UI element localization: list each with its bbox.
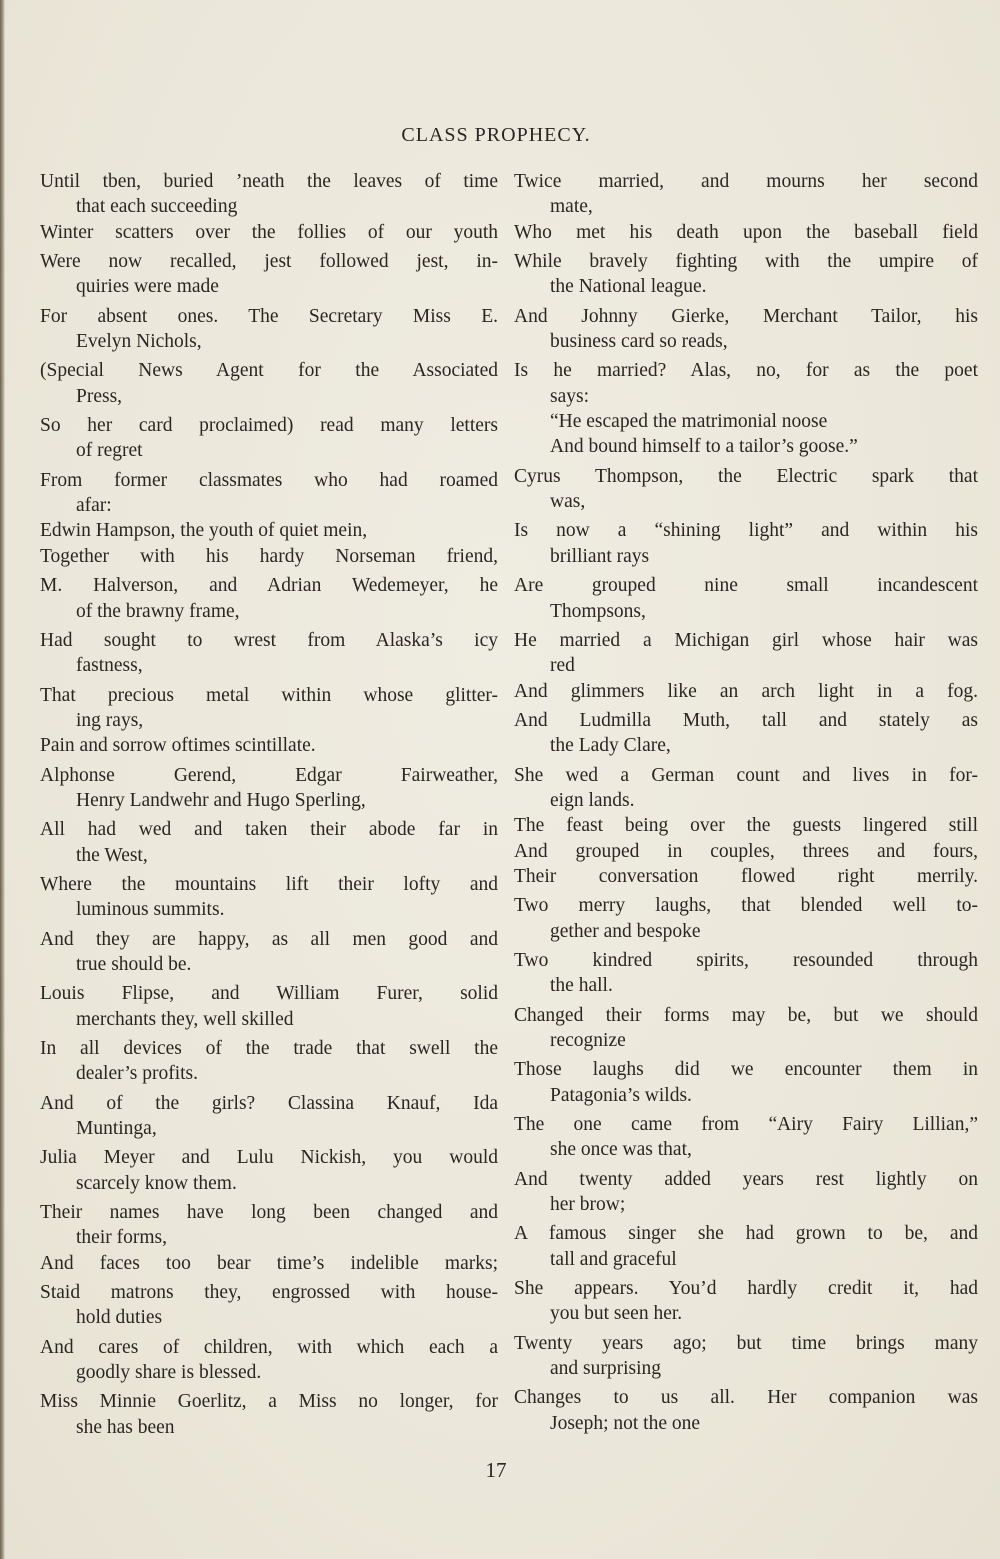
verse-line: Had sought to wrest from Alaska’s icy <box>40 629 498 651</box>
verse-line-continuation: she has been <box>76 1416 175 1438</box>
verse-line-continuation: gether and bespoke <box>550 920 701 942</box>
verse-line: Alphonse Gerend, Edgar Fairweather, <box>40 764 498 786</box>
verse-line: That precious metal within whose glitter- <box>40 684 498 706</box>
verse-line-continuation: the Lady Clare, <box>550 735 671 757</box>
right-text-column <box>514 165 978 1436</box>
verse-stanza <box>40 249 498 300</box>
verse-line: From former classmates who had roamed <box>40 469 498 491</box>
verse-stanza <box>40 169 498 220</box>
verse-line: Two kindred spirits, resounded through <box>514 949 978 971</box>
verse-stanza <box>40 573 498 624</box>
verse-stanza <box>40 927 498 978</box>
verse-line: Are grouped nine small incandescent <box>514 575 978 597</box>
verse-line: Edwin Hampson, the youth of quiet mein, <box>40 520 368 542</box>
verse-stanza <box>40 220 498 245</box>
verse-line: Staid matrons they, engrossed with house- <box>40 1282 498 1304</box>
verse-line: The one came from “Airy Fairy Lillian,” <box>514 1114 978 1136</box>
verse-line-continuation: red <box>550 655 575 677</box>
verse-line: And glimmers like an arch light in a fog. <box>514 680 978 702</box>
verse-line-continuation: merchants they, well skilled <box>76 1008 294 1030</box>
verse-stanza <box>514 304 978 355</box>
verse-line-continuation: brilliant rays <box>550 545 650 567</box>
verse-line: Changes to us all. Her companion was <box>514 1387 978 1409</box>
verse-line: Together with his hardy Norseman friend, <box>40 545 498 567</box>
verse-stanza <box>40 1280 498 1331</box>
verse-line: Cyrus Thompson, the Electric spark that <box>514 465 978 487</box>
verse-stanza <box>40 1335 498 1386</box>
verse-line: The feast being over the guests lingered still <box>514 815 978 837</box>
verse-stanza <box>514 893 978 944</box>
verse-stanza <box>514 679 978 704</box>
verse-line-continuation: tall and graceful <box>550 1248 677 1270</box>
page-number: 17 <box>485 1458 507 1482</box>
verse-stanza <box>40 518 498 543</box>
verse-line: For absent ones. The Secretary Miss E. <box>40 305 498 327</box>
verse-line: Their conversation flowed right merrily. <box>514 865 978 887</box>
verse-stanza <box>514 864 978 889</box>
verse-line: And faces too bear time’s indelible marks; <box>40 1252 498 1274</box>
verse-line: Miss Minnie Goerlitz, a Miss no longer, for <box>40 1391 498 1413</box>
verse-line-continuation: dealer’s profits. <box>76 1063 199 1085</box>
verse-stanza <box>514 249 978 300</box>
verse-line: And grouped in couples, threes and fours, <box>514 840 978 862</box>
verse-line: Twice married, and mourns her second <box>514 171 978 192</box>
verse-line: (Special News Agent for the Associated <box>40 360 498 382</box>
verse-line-continuation: was, <box>550 491 586 513</box>
verse-line: Their names have long been changed and <box>40 1202 498 1224</box>
verse-line-continuation: says: <box>550 385 589 407</box>
verse-line-continuation: recognize <box>550 1030 626 1051</box>
verse-stanza <box>514 1221 978 1272</box>
verse-line: And of the girls? Classina Knauf, Ida <box>40 1092 498 1114</box>
verse-line-continuation: the National league. <box>550 276 707 298</box>
verse-line: She wed a German count and lives in for- <box>514 764 978 786</box>
verse-line-continuation: Press, <box>76 385 123 407</box>
verse-stanza <box>40 733 498 758</box>
verse-stanza <box>514 358 978 459</box>
verse-line: And they are happy, as all men good and <box>40 928 498 950</box>
verse-stanza <box>40 468 498 519</box>
verse-line-continuation: the hall. <box>550 975 613 997</box>
verse-stanza <box>40 1091 498 1142</box>
verse-line-continuation: and surprising <box>550 1358 662 1380</box>
verse-line-continuation: ing rays, <box>76 709 144 731</box>
verse-stanza <box>40 1036 498 1087</box>
verse-stanza <box>514 1331 978 1382</box>
verse-line-continuation: Joseph; not the one <box>550 1412 701 1434</box>
verse-line: Twenty years ago; but time brings many <box>514 1332 978 1354</box>
verse-stanza <box>40 628 498 679</box>
verse-stanza <box>40 981 498 1032</box>
verse-line: All had wed and taken their abode far in <box>40 819 498 841</box>
verse-line: In all devices of the trade that swell the <box>40 1038 498 1059</box>
verse-line: While bravely fighting with the umpire of <box>514 251 978 273</box>
verse-line-continuation: afar: <box>76 495 112 517</box>
verse-line: Is now a “shining light” and within his <box>514 520 978 542</box>
verse-line: And twenty added years rest lightly on <box>514 1168 978 1190</box>
verse-stanza <box>40 683 498 734</box>
verse-stanza <box>514 1112 978 1163</box>
verse-line-continuation: you but seen her. <box>550 1303 683 1325</box>
verse-stanza <box>40 763 498 814</box>
verse-line-continuation: of regret <box>76 440 143 462</box>
left-text-column <box>40 165 498 1440</box>
verse-stanza <box>514 1276 978 1327</box>
verse-line: Pain and sorrow oftimes scintillate. <box>40 735 316 757</box>
page-title: CLASS PROPHECY. <box>401 124 591 146</box>
verse-line-continuation: Patagonia’s wilds. <box>550 1084 692 1106</box>
verse-line: And Ludmilla Muth, tall and stately as <box>514 709 978 731</box>
verse-stanza <box>40 304 498 355</box>
verse-line-continuation: goodly share is blessed. <box>76 1362 262 1384</box>
verse-line-continuation: of the brawny frame, <box>76 600 240 622</box>
verse-stanza <box>40 1251 498 1276</box>
verse-line-continuation: the West, <box>76 844 148 866</box>
verse-stanza <box>514 1385 978 1436</box>
verse-line-continuation: luminous summits. <box>76 899 225 921</box>
verse-line-continuation: their forms, <box>76 1227 167 1249</box>
verse-stanza <box>514 1003 978 1054</box>
verse-stanza <box>514 763 978 814</box>
verse-line-continuation: Evelyn Nichols, <box>76 331 202 353</box>
verse-stanza <box>40 817 498 868</box>
verse-line: And cares of children, with which each a <box>40 1336 498 1358</box>
verse-stanza <box>514 1167 978 1218</box>
verse-stanza <box>514 628 978 679</box>
verse-stanza <box>514 573 978 624</box>
verse-line: Louis Flipse, and William Furer, solid <box>40 983 498 1005</box>
verse-stanza <box>514 169 978 220</box>
verse-line-continuation: true should be. <box>76 953 192 975</box>
verse-line-continuation: her brow; <box>550 1194 626 1216</box>
verse-stanza <box>514 948 978 999</box>
verse-line-continuation: Henry Landwehr and Hugo Sperling, <box>76 789 366 811</box>
verse-line-continuation: fastness, <box>76 655 143 677</box>
verse-line-continuation: Muntinga, <box>76 1118 157 1140</box>
verse-line: Those laughs did we encounter them in <box>514 1059 978 1081</box>
verse-line-continuation: quiries were made <box>76 276 219 298</box>
verse-stanza <box>40 1145 498 1196</box>
verse-stanza <box>514 518 978 569</box>
verse-line: Where the mountains lift their lofty and <box>40 873 498 895</box>
verse-line: M. Halverson, and Adrian Wedemeyer, he <box>40 575 498 597</box>
verse-line: Were now recalled, jest followed jest, in- <box>40 251 498 273</box>
verse-line: A famous singer she had grown to be, and <box>514 1223 978 1245</box>
verse-line: And Johnny Gierke, Merchant Tailor, his <box>514 305 978 327</box>
verse-stanza <box>514 839 978 864</box>
verse-line: Is he married? Alas, no, for as the poet <box>514 360 978 382</box>
verse-stanza <box>514 708 978 759</box>
verse-stanza <box>514 220 978 245</box>
verse-line: Until tben, buried ’neath the leaves of time <box>40 171 498 192</box>
verse-line-continuation: that each succeeding <box>76 196 238 218</box>
verse-stanza <box>40 544 498 569</box>
verse-line-continuation: mate, <box>550 196 593 218</box>
verse-stanza <box>40 1389 498 1440</box>
verse-line-continuation: Thompsons, <box>550 600 646 622</box>
verse-line: So her card proclaimed) read many letters <box>40 415 498 437</box>
verse-stanza <box>514 1057 978 1108</box>
verse-line-continuation: “He escaped the matrimonial noose <box>550 411 828 433</box>
verse-stanza <box>40 872 498 923</box>
verse-line: Julia Meyer and Lulu Nickish, you would <box>40 1147 498 1169</box>
verse-line-continuation: hold duties <box>76 1307 163 1329</box>
verse-line: Who met his death upon the baseball field <box>514 221 978 243</box>
verse-stanza <box>40 358 498 409</box>
verse-line-continuation: eign lands. <box>550 789 635 811</box>
verse-line: Changed their forms may be, but we should <box>514 1004 978 1026</box>
verse-line: Two merry laughs, that blended well to- <box>514 895 978 917</box>
verse-line-continuation: business card so reads, <box>550 331 728 353</box>
verse-line-continuation: scarcely know them. <box>76 1172 237 1194</box>
verse-line: She appears. You’d hardly credit it, had <box>514 1278 978 1300</box>
verse-stanza <box>40 1200 498 1251</box>
page-binding-edge <box>0 0 5 1559</box>
verse-stanza <box>514 464 978 515</box>
verse-line: Winter scatters over the follies of our youth <box>40 221 498 243</box>
verse-stanza <box>514 813 978 838</box>
verse-line-continuation: she once was that, <box>550 1139 692 1161</box>
verse-line-continuation: And bound himself to a tailor’s goose.” <box>550 436 858 458</box>
verse-line: He married a Michigan girl whose hair was <box>514 629 978 651</box>
verse-stanza <box>40 413 498 464</box>
